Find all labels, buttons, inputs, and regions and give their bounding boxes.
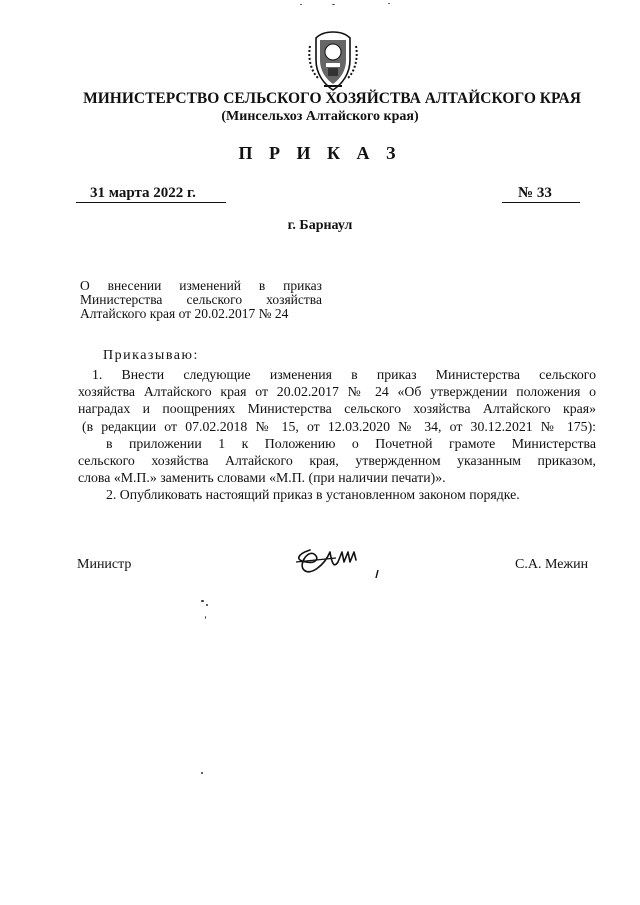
subject-line: Министерства сельского хозяйства xyxy=(80,292,322,307)
body-line: наградах и поощрениях Министерства сельского хозяйства Алтайского края» xyxy=(78,401,596,417)
document-number: № 33 xyxy=(502,185,580,203)
scan-speck xyxy=(205,616,206,619)
scan-speck xyxy=(201,772,203,774)
document-body xyxy=(78,366,596,504)
signer-name: С.А. Межин xyxy=(515,557,589,572)
organization-short-name: (Минсельхоз Алтайского края) xyxy=(221,109,419,124)
organization-name: МИНИСТЕРСТВО СЕЛЬСКОГО ХОЗЯЙСТВА АЛТАЙСКОГО КРАЯ xyxy=(83,90,581,107)
handwritten-signature-icon xyxy=(290,540,390,588)
document-subject xyxy=(80,279,322,321)
document-city: г. Барнаул xyxy=(287,218,353,233)
document-type: П Р И К А З xyxy=(238,143,402,163)
coat-of-arms-icon xyxy=(306,30,360,92)
order-word: Приказываю: xyxy=(103,348,199,363)
body-line: в приложении 1 к Положению о Почетной грамоте Министерства xyxy=(106,435,596,451)
scan-speck xyxy=(388,3,390,4)
subject-line: Алтайского края от 20.02.2017 № 24 xyxy=(80,306,289,321)
scan-speck xyxy=(300,4,302,5)
scan-speck xyxy=(206,604,208,606)
body-line: 1. Внести следующие изменения в приказ Министерства сельского xyxy=(92,367,596,382)
document-date: 31 марта 2022 г. xyxy=(76,185,226,203)
body-line: хозяйства Алтайского края от 20.02.2017 № 24 «Об утверждении положения о xyxy=(78,384,596,400)
signer-position: Министр xyxy=(77,557,132,572)
body-line: слова «М.П.» заменить словами «М.П. (при наличии печати)». xyxy=(78,470,446,486)
subject-line: О внесении изменений в приказ xyxy=(80,278,322,293)
body-line: сельского хозяйства Алтайского края, утвержденном указанным приказом, xyxy=(78,452,596,468)
body-line: (в редакции от 07.02.2018 № 15, от 12.03.2020 № 34, от 30.12.2021 № 175): xyxy=(82,418,596,434)
scan-speck xyxy=(201,600,204,602)
body-line: 2. Опубликовать настоящий приказ в установленном законом порядке. xyxy=(106,487,520,503)
scan-speck xyxy=(332,4,335,5)
